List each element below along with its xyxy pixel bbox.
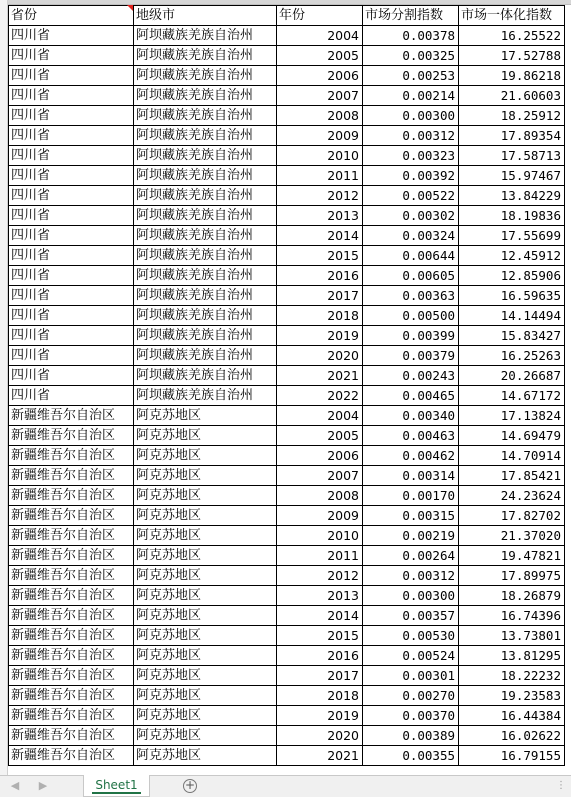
cell-city[interactable]: 阿坝藏族羌族自治州 <box>134 326 277 346</box>
table-row <box>9 306 565 326</box>
cell-integration-index[interactable]: 17.89354 <box>459 126 565 146</box>
cell-segmentation-index[interactable]: 0.00379 <box>363 346 459 366</box>
cell-integration-index[interactable]: 19.86218 <box>459 66 565 86</box>
cell-province[interactable]: 新疆维吾尔自治区 <box>9 646 134 666</box>
table-row <box>9 346 565 366</box>
table-row <box>9 226 565 246</box>
cell-year[interactable]: 2015 <box>277 626 363 646</box>
cell-city[interactable]: 阿克苏地区 <box>134 426 277 446</box>
cell-city[interactable]: 阿克苏地区 <box>134 666 277 686</box>
cell-province[interactable]: 四川省 <box>9 26 134 46</box>
table-row <box>9 26 565 46</box>
cell-year[interactable]: 2018 <box>277 686 363 706</box>
cell-year[interactable]: 2006 <box>277 66 363 86</box>
cell-integration-index[interactable]: 24.23624 <box>459 486 565 506</box>
sheet-tab-sheet1[interactable]: Sheet1 <box>83 775 150 797</box>
table-row <box>9 46 565 66</box>
cell-province[interactable]: 四川省 <box>9 86 134 106</box>
cell-integration-index[interactable]: 21.60603 <box>459 86 565 106</box>
comment-indicator-icon[interactable] <box>127 5 133 11</box>
cell-city[interactable]: 阿克苏地区 <box>134 586 277 606</box>
cell-integration-index[interactable]: 17.13824 <box>459 406 565 426</box>
table-row <box>9 326 565 346</box>
cell-province[interactable]: 四川省 <box>9 66 134 86</box>
cell-integration-index[interactable]: 17.85421 <box>459 466 565 486</box>
cell-city[interactable]: 阿克苏地区 <box>134 686 277 706</box>
table-row <box>9 386 565 406</box>
cell-segmentation-index[interactable]: 0.00300 <box>363 106 459 126</box>
cell-integration-index[interactable]: 14.14494 <box>459 306 565 326</box>
chevron-right-icon[interactable]: ▶ <box>38 779 48 792</box>
table-row <box>9 406 565 426</box>
cell-province[interactable]: 四川省 <box>9 286 134 306</box>
table-row <box>9 206 565 226</box>
cell-integration-index[interactable]: 13.81295 <box>459 646 565 666</box>
cell-integration-index[interactable]: 17.52788 <box>459 46 565 66</box>
cell-segmentation-index[interactable]: 0.00219 <box>363 526 459 546</box>
cell-province[interactable]: 新疆维吾尔自治区 <box>9 726 134 746</box>
cell-segmentation-index[interactable]: 0.00357 <box>363 606 459 626</box>
cell-city[interactable]: 阿坝藏族羌族自治州 <box>134 386 277 406</box>
cell-integration-index[interactable]: 15.83427 <box>459 326 565 346</box>
header-cell-year[interactable]: 年份 <box>277 6 363 26</box>
table-row <box>9 486 565 506</box>
cell-segmentation-index[interactable]: 0.00312 <box>363 126 459 146</box>
cell-segmentation-index[interactable]: 0.00253 <box>363 66 459 86</box>
cell-province[interactable]: 新疆维吾尔自治区 <box>9 466 134 486</box>
table-row <box>9 446 565 466</box>
cell-province[interactable]: 四川省 <box>9 206 134 226</box>
cell-year[interactable]: 2009 <box>277 506 363 526</box>
cell-province[interactable]: 新疆维吾尔自治区 <box>9 526 134 546</box>
cell-city[interactable]: 阿坝藏族羌族自治州 <box>134 366 277 386</box>
cell-province[interactable]: 新疆维吾尔自治区 <box>9 566 134 586</box>
cell-city[interactable]: 阿坝藏族羌族自治州 <box>134 186 277 206</box>
cell-city[interactable]: 阿克苏地区 <box>134 466 277 486</box>
cell-segmentation-index[interactable]: 0.00324 <box>363 226 459 246</box>
cell-province[interactable]: 新疆维吾尔自治区 <box>9 446 134 466</box>
cell-year[interactable]: 2005 <box>277 426 363 446</box>
cell-province[interactable]: 四川省 <box>9 186 134 206</box>
cell-integration-index[interactable]: 17.58713 <box>459 146 565 166</box>
cell-integration-index[interactable]: 14.70914 <box>459 446 565 466</box>
cell-year[interactable]: 2004 <box>277 26 363 46</box>
table-row <box>9 186 565 206</box>
cell-integration-index[interactable]: 19.23583 <box>459 686 565 706</box>
cell-year[interactable]: 2011 <box>277 546 363 566</box>
cell-integration-index[interactable]: 12.85906 <box>459 266 565 286</box>
cell-city[interactable]: 阿克苏地区 <box>134 626 277 646</box>
cell-integration-index[interactable]: 16.74396 <box>459 606 565 626</box>
cell-integration-index[interactable]: 18.22232 <box>459 666 565 686</box>
more-options-icon[interactable]: ⋮ <box>556 780 566 791</box>
table-row <box>9 286 565 306</box>
cell-city[interactable]: 阿坝藏族羌族自治州 <box>134 226 277 246</box>
cell-year[interactable]: 2008 <box>277 486 363 506</box>
cell-province[interactable]: 新疆维吾尔自治区 <box>9 546 134 566</box>
cell-segmentation-index[interactable]: 0.00389 <box>363 726 459 746</box>
table-row <box>9 66 565 86</box>
cell-year[interactable]: 2017 <box>277 286 363 306</box>
cell-city[interactable]: 阿克苏地区 <box>134 446 277 466</box>
cell-province[interactable]: 新疆维吾尔自治区 <box>9 486 134 506</box>
cell-integration-index[interactable]: 16.79155 <box>459 746 565 766</box>
cell-year[interactable]: 2017 <box>277 666 363 686</box>
table-row <box>9 426 565 446</box>
cell-segmentation-index[interactable]: 0.00214 <box>363 86 459 106</box>
cell-province[interactable]: 新疆维吾尔自治区 <box>9 406 134 426</box>
cell-province[interactable]: 四川省 <box>9 146 134 166</box>
cell-integration-index[interactable]: 20.26687 <box>459 366 565 386</box>
table-row <box>9 686 565 706</box>
cell-city[interactable]: 阿坝藏族羌族自治州 <box>134 106 277 126</box>
cell-province[interactable]: 四川省 <box>9 106 134 126</box>
cell-year[interactable]: 2014 <box>277 226 363 246</box>
cell-integration-index[interactable]: 13.73801 <box>459 626 565 646</box>
cell-year[interactable]: 2016 <box>277 266 363 286</box>
table-row <box>9 166 565 186</box>
cell-city[interactable]: 阿克苏地区 <box>134 566 277 586</box>
cell-integration-index[interactable]: 17.82702 <box>459 506 565 526</box>
cell-segmentation-index[interactable]: 0.00363 <box>363 286 459 306</box>
table-row <box>9 626 565 646</box>
cell-city[interactable]: 阿克苏地区 <box>134 526 277 546</box>
grid-body <box>9 6 565 766</box>
table-row <box>9 246 565 266</box>
sheet-tab-bar <box>0 775 571 797</box>
cell-city[interactable]: 阿坝藏族羌族自治州 <box>134 206 277 226</box>
cell-segmentation-index[interactable]: 0.00325 <box>363 46 459 66</box>
cell-city[interactable]: 阿克苏地区 <box>134 706 277 726</box>
cell-integration-index[interactable]: 15.97467 <box>459 166 565 186</box>
cell-integration-index[interactable]: 21.37020 <box>459 526 565 546</box>
cell-year[interactable]: 2019 <box>277 326 363 346</box>
cell-city[interactable]: 阿克苏地区 <box>134 546 277 566</box>
cell-integration-index[interactable]: 18.25912 <box>459 106 565 126</box>
table-row <box>9 366 565 386</box>
cell-province[interactable]: 四川省 <box>9 246 134 266</box>
cell-year[interactable]: 2014 <box>277 606 363 626</box>
table-row <box>9 506 565 526</box>
chevron-left-icon[interactable]: ◀ <box>10 779 20 792</box>
cell-year[interactable]: 2008 <box>277 106 363 126</box>
cell-year[interactable]: 2013 <box>277 586 363 606</box>
cell-segmentation-index[interactable]: 0.00340 <box>363 406 459 426</box>
table-row <box>9 606 565 626</box>
cell-segmentation-index[interactable]: 0.00465 <box>363 386 459 406</box>
cell-year[interactable]: 2021 <box>277 366 363 386</box>
cell-segmentation-index[interactable]: 0.00524 <box>363 646 459 666</box>
cell-integration-index[interactable]: 16.02622 <box>459 726 565 746</box>
cell-city[interactable]: 阿克苏地区 <box>134 486 277 506</box>
cell-segmentation-index[interactable]: 0.00462 <box>363 446 459 466</box>
cell-province[interactable]: 新疆维吾尔自治区 <box>9 666 134 686</box>
cell-year[interactable]: 2015 <box>277 246 363 266</box>
cell-province[interactable]: 四川省 <box>9 266 134 286</box>
cell-segmentation-index[interactable]: 0.00323 <box>363 146 459 166</box>
cell-city[interactable]: 阿坝藏族羌族自治州 <box>134 286 277 306</box>
cell-integration-index[interactable]: 16.25263 <box>459 346 565 366</box>
header-cell-city[interactable]: 地级市 <box>134 6 277 26</box>
cell-year[interactable]: 2016 <box>277 646 363 666</box>
header-cell-integration-index[interactable]: 市场一体化指数 <box>459 6 565 26</box>
cell-province[interactable]: 新疆维吾尔自治区 <box>9 426 134 446</box>
cell-segmentation-index[interactable]: 0.00392 <box>363 166 459 186</box>
table-row <box>9 726 565 746</box>
cell-city[interactable]: 阿坝藏族羌族自治州 <box>134 26 277 46</box>
cell-integration-index[interactable]: 16.59635 <box>459 286 565 306</box>
header-cell-segmentation-index[interactable]: 市场分割指数 <box>363 6 459 26</box>
spreadsheet-grid <box>8 5 565 766</box>
cell-integration-index[interactable]: 16.44384 <box>459 706 565 726</box>
cell-year[interactable]: 2022 <box>277 386 363 406</box>
cell-province[interactable]: 新疆维吾尔自治区 <box>9 746 134 766</box>
cell-city[interactable]: 阿克苏地区 <box>134 606 277 626</box>
cell-city[interactable]: 阿克苏地区 <box>134 406 277 426</box>
cell-segmentation-index[interactable]: 0.00463 <box>363 426 459 446</box>
cell-year[interactable]: 2010 <box>277 526 363 546</box>
table-row <box>9 466 565 486</box>
cell-city[interactable]: 阿坝藏族羌族自治州 <box>134 306 277 326</box>
table-row <box>9 746 565 766</box>
cell-city[interactable]: 阿坝藏族羌族自治州 <box>134 66 277 86</box>
cell-city[interactable]: 阿克苏地区 <box>134 746 277 766</box>
cell-integration-index[interactable]: 12.45912 <box>459 246 565 266</box>
cell-year[interactable]: 2020 <box>277 726 363 746</box>
cell-integration-index[interactable]: 17.89975 <box>459 566 565 586</box>
cell-segmentation-index[interactable]: 0.00243 <box>363 366 459 386</box>
cell-city[interactable]: 阿坝藏族羌族自治州 <box>134 146 277 166</box>
cell-province[interactable]: 四川省 <box>9 166 134 186</box>
cell-year[interactable]: 2011 <box>277 166 363 186</box>
table-row <box>9 106 565 126</box>
cell-segmentation-index[interactable]: 0.00500 <box>363 306 459 326</box>
cell-segmentation-index[interactable]: 0.00170 <box>363 486 459 506</box>
cell-province[interactable]: 新疆维吾尔自治区 <box>9 626 134 646</box>
cell-city[interactable]: 阿坝藏族羌族自治州 <box>134 86 277 106</box>
cell-city[interactable]: 阿克苏地区 <box>134 646 277 666</box>
cell-segmentation-index[interactable]: 0.00270 <box>363 686 459 706</box>
cell-year[interactable]: 2012 <box>277 186 363 206</box>
cell-city[interactable]: 阿克苏地区 <box>134 506 277 526</box>
cell-integration-index[interactable]: 16.25522 <box>459 26 565 46</box>
cell-segmentation-index[interactable]: 0.00644 <box>363 246 459 266</box>
cell-city[interactable]: 阿坝藏族羌族自治州 <box>134 246 277 266</box>
cell-year[interactable]: 2009 <box>277 126 363 146</box>
cell-province[interactable]: 四川省 <box>9 366 134 386</box>
cell-province[interactable]: 新疆维吾尔自治区 <box>9 706 134 726</box>
table-row <box>9 566 565 586</box>
cell-province[interactable]: 四川省 <box>9 386 134 406</box>
cell-province[interactable]: 四川省 <box>9 346 134 366</box>
cell-segmentation-index[interactable]: 0.00264 <box>363 546 459 566</box>
cell-city[interactable]: 阿坝藏族羌族自治州 <box>134 266 277 286</box>
cell-segmentation-index[interactable]: 0.00530 <box>363 626 459 646</box>
cell-segmentation-index[interactable]: 0.00302 <box>363 206 459 226</box>
cell-segmentation-index[interactable]: 0.00300 <box>363 586 459 606</box>
table-row <box>9 546 565 566</box>
header-row <box>9 6 565 26</box>
cell-province[interactable]: 四川省 <box>9 46 134 66</box>
cell-year[interactable]: 2007 <box>277 86 363 106</box>
table-row <box>9 86 565 106</box>
cell-segmentation-index[interactable]: 0.00314 <box>363 466 459 486</box>
cell-segmentation-index[interactable]: 0.00315 <box>363 506 459 526</box>
cell-year[interactable]: 2018 <box>277 306 363 326</box>
table-row <box>9 646 565 666</box>
cell-segmentation-index[interactable]: 0.00378 <box>363 26 459 46</box>
cell-integration-index[interactable]: 14.67172 <box>459 386 565 406</box>
cell-year[interactable]: 2013 <box>277 206 363 226</box>
cell-province[interactable]: 四川省 <box>9 306 134 326</box>
cell-integration-index[interactable]: 18.19836 <box>459 206 565 226</box>
cell-segmentation-index[interactable]: 0.00399 <box>363 326 459 346</box>
cell-province[interactable]: 新疆维吾尔自治区 <box>9 606 134 626</box>
cell-year[interactable]: 2020 <box>277 346 363 366</box>
cell-integration-index[interactable]: 13.84229 <box>459 186 565 206</box>
cell-city[interactable]: 阿坝藏族羌族自治州 <box>134 166 277 186</box>
cell-segmentation-index[interactable]: 0.00370 <box>363 706 459 726</box>
table-row <box>9 126 565 146</box>
row-header-gutter <box>0 0 8 775</box>
cell-province[interactable]: 四川省 <box>9 226 134 246</box>
cell-province[interactable]: 新疆维吾尔自治区 <box>9 686 134 706</box>
cell-integration-index[interactable]: 19.47821 <box>459 546 565 566</box>
cell-segmentation-index[interactable]: 0.00355 <box>363 746 459 766</box>
header-cell-province[interactable]: 省份 <box>9 6 134 26</box>
cell-year[interactable]: 2007 <box>277 466 363 486</box>
cell-integration-index[interactable]: 18.26879 <box>459 586 565 606</box>
cell-city[interactable]: 阿坝藏族羌族自治州 <box>134 346 277 366</box>
cell-province[interactable]: 新疆维吾尔自治区 <box>9 506 134 526</box>
cell-year[interactable]: 2012 <box>277 566 363 586</box>
cell-year[interactable]: 2006 <box>277 446 363 466</box>
cell-province[interactable]: 四川省 <box>9 326 134 346</box>
table-row <box>9 666 565 686</box>
table-row <box>9 526 565 546</box>
cell-province[interactable]: 新疆维吾尔自治区 <box>9 586 134 606</box>
cell-province[interactable]: 四川省 <box>9 126 134 146</box>
cell-integration-index[interactable]: 17.55699 <box>459 226 565 246</box>
table-row <box>9 146 565 166</box>
table-row <box>9 586 565 606</box>
cell-segmentation-index[interactable]: 0.00312 <box>363 566 459 586</box>
table-row <box>9 706 565 726</box>
cell-year[interactable]: 2021 <box>277 746 363 766</box>
cell-city[interactable]: 阿克苏地区 <box>134 726 277 746</box>
cell-city[interactable]: 阿坝藏族羌族自治州 <box>134 126 277 146</box>
cell-year[interactable]: 2019 <box>277 706 363 726</box>
table-row <box>9 266 565 286</box>
cell-segmentation-index[interactable]: 0.00522 <box>363 186 459 206</box>
cell-segmentation-index[interactable]: 0.00301 <box>363 666 459 686</box>
cell-city[interactable]: 阿坝藏族羌族自治州 <box>134 46 277 66</box>
plus-circle-icon[interactable]: + <box>184 778 196 792</box>
cell-year[interactable]: 2004 <box>277 406 363 426</box>
cell-year[interactable]: 2010 <box>277 146 363 166</box>
cell-integration-index[interactable]: 14.69479 <box>459 426 565 446</box>
cell-year[interactable]: 2005 <box>277 46 363 66</box>
cell-segmentation-index[interactable]: 0.00605 <box>363 266 459 286</box>
